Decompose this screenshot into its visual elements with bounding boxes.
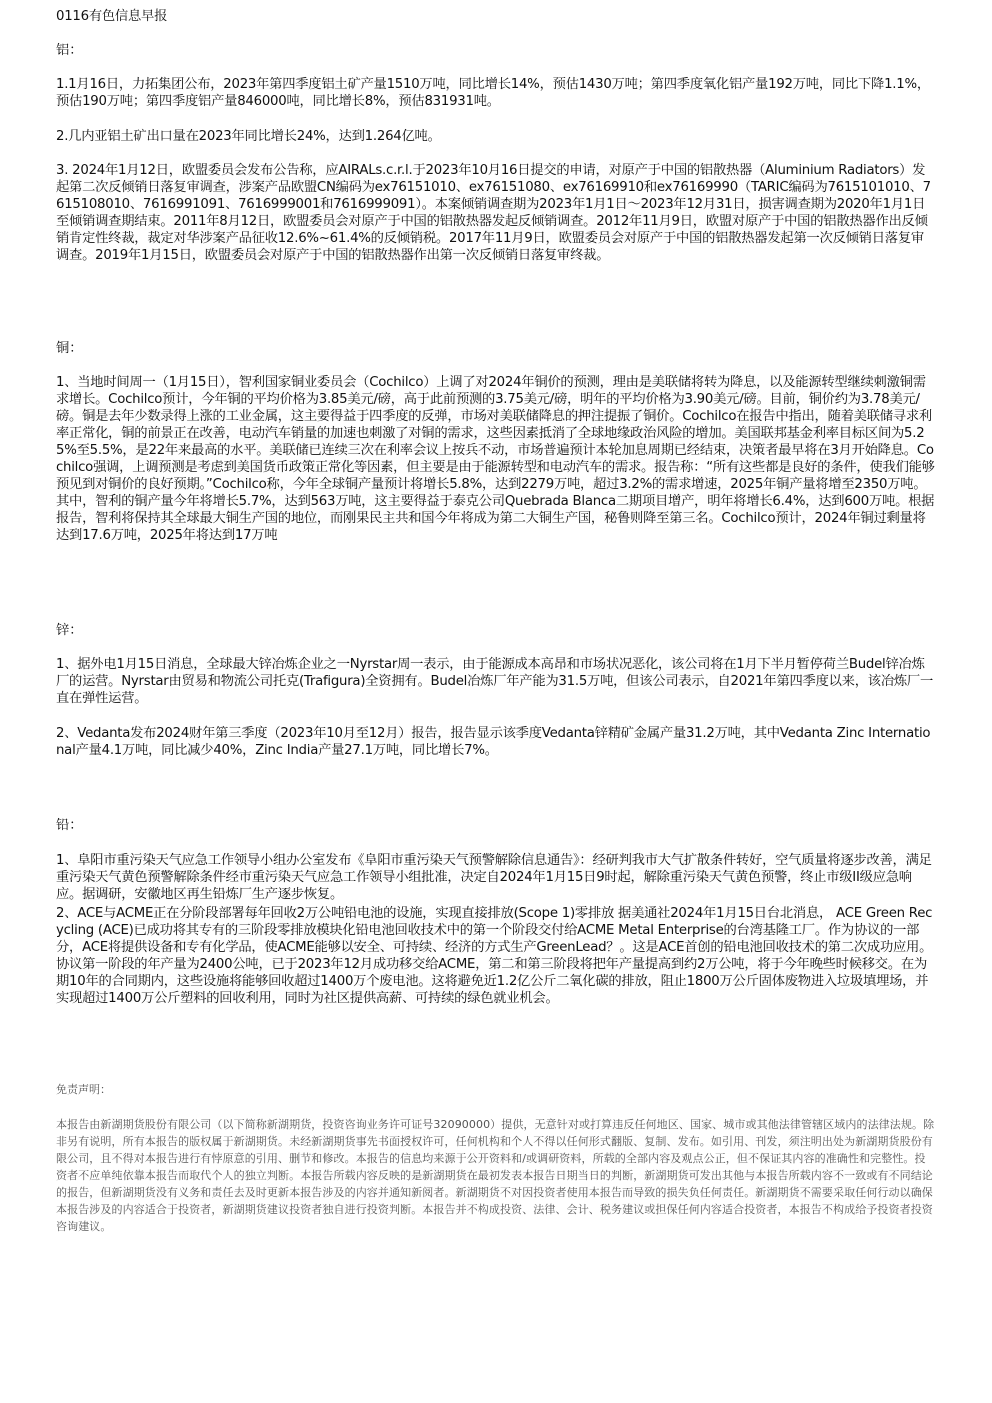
zinc-paragraph-2: 2、Vedanta发布2024财年第三季度（2023年10月至12月）报告，报告显示该季度Vedanta锌精矿金属产量31.2万吨，其中Vedanta Zinc International产量4.1万吨，同比减少40%，Zinc India产量27.1万吨，同比增长7%。 xyxy=(56,726,931,758)
page-title: 0116有色信息早报 xyxy=(56,9,168,24)
zinc-paragraph-1: 1、据外电1月15日消息，全球最大锌冶炼企业之一Nyrstar周一表示，由于能源成本高昂和市场状况恶化，该公司将在1月下半月暂停荷兰Budel锌冶炼厂的运营。Nyrstar由贸易和物流公司托克(Trafigura)全资拥有。Budel冶炼厂年产能为31.5万吨，但该公司表示，自2021年第四季度以来，该冶炼厂一直在弹性运营。 xyxy=(56,657,934,706)
disclaimer-label: 免责声明： xyxy=(56,1083,111,1096)
section-heading-lead: 铅： xyxy=(56,818,83,833)
aluminum-paragraph-3: 3. 2024年1月12日，欧盟委员会发布公告称，应AIRALs.c.r.l.于2023年10月16日提交的申请，对原产于中国的铝散热器（Aluminium Radiators）发起第二次反倾销日落复审调查，涉案产品欧盟CN编码为ex76151010、ex76151080、ex76169910和ex76169990（TARIC编码为7615101010、7615108010、7616991091、7616999001和7616999091）。本案倾销调查期为2023年1月1日～2023年12月31日，损害调查期为2020年1月1日至倾销调查期结束。2011年8月12日，欧盟委员会对原产于中国的铝散热器发起反倾销调查。2012年11月9日，欧盟对原产于中国的铝散热器作出反倾销肯定性终裁，裁定对华涉案产品征收12.6%~61.4%的反倾销税。2017年11月9日，欧盟委员会对原产于中国的铝散热器发起第一次反倾销日落复审调查。2019年1月15日，欧盟委员会对原产于中国的铝散热器作出第一次反倾销日落复审终裁。 xyxy=(56,163,931,263)
aluminum-paragraph-1: 1.1月16日，力拓集团公布，2023年第四季度铝土矿产量1510万吨，同比增长14%，预估1430万吨；第四季度氧化铝产量192万吨，同比下降1.1%，预估190万吨；第四季度铝产量846000吨，同比增长8%，预估831931吨。 xyxy=(56,77,930,109)
disclaimer-text: 本报告由新湖期货股份有限公司（以下简称新湖期货，投资咨询业务许可证号32090000）提供，无意针对或打算违反任何地区、国家、城市或其他法律管辖区域内的法律法规。除非另有说明，所有本报告的版权属于新湖期货。未经新湖期货事先书面授权许可，任何机构和个人不得以任何形式翻版、复制、发布。如引用、刊发，须注明出处为新湖期货股份有限公司，且不得对本报告进行有悖原意的引用、删节和修改。本报告的信息均来源于公开资料和/或调研资料，所载的全部内容及观点公正，但不保证其内容的准确性和完整性。投资者不应单纯依靠本报告而取代个人的独立判断。本报告所载内容反映的是新湖期货在最初发表本报告日期当日的判断，新湖期货可发出其他与本报告所载内容不一致或有不同结论的报告，但新湖期货没有义务和责任去及时更新本报告涉及的内容并通知新阅者。新湖期货不对因投资者使用本报告而导致的损失负任何责任。新湖期货不需要采取任何行动以确保本报告涉及的内容适合于投资者，新湖期货建议投资者独自进行投资判断。本报告并不构成投资、法律、会计、税务建议或担保任何内容适合投资者，本报告不构成给予投资者投资咨询建议。 xyxy=(56,1118,935,1233)
section-heading-zinc: 锌： xyxy=(56,623,83,638)
section-heading-copper: 铜： xyxy=(56,341,83,356)
section-heading-aluminum: 铝： xyxy=(56,43,83,58)
copper-paragraph-1: 1、当地时间周一（1月15日），智利国家铜业委员会（Cochilco）上调了对2024年铜价的预测，理由是美联储将转为降息，以及能源转型继续刺激铜需求增长。Cochilco预计，今年铜的平均价格为3.85美元/磅，高于此前预测的3.75美元/磅，明年的平均价格为3.90美元/磅。目前，铜价约为3.78美元/磅。铜是去年少数录得上涨的工业金属，这主要得益于四季度的反弹，市场对美联储降息的押注提振了铜价。Cochilco在报告中指出，随着美联储寻求利率正常化，铜的前景正在改善，电动汽车销量的加速也刺激了对铜的需求，这些因素抵消了全球地缘政治风险的增加。美国联邦基金利率目标区间为5.25%至5.5%，是22年来最高的水平。美联储已连续三次在利率会议上按兵不动，市场普遍预计本轮加息周期已经结束，决策者最早将在3月开始降息。Cochilco强调，上调预测是考虑到美国货币政策正常化等因素，但主要是由于能源转型和电动汽车的需求。报告称：“所有这些都是良好的条件，使我们能够预见到对铜价的良好预期。”Cochilco称，今年全球铜产量预计将增长5.8%，达到2279万吨，超过3.2%的需求增速，2025年铜产量将增至2350万吨。其中，智利的铜产量今年将增长5.7%，达到563万吨，这主要得益于泰克公司Quebrada Blanca二期项目增产，明年将增长6.4%，达到600万吨。根据报告，智利将保持其全球最大铜生产国的地位，而刚果民主共和国今年将成为第二大铜生产国，秘鲁则降至第三名。Cochilco预计，2024年铜过剩量将达到17.6万吨，2025年将达到17万吨 xyxy=(56,375,935,543)
lead-paragraph-2: 2、ACE与ACME正在分阶段部署每年回收2万公吨铅电池的设施，实现直接排放(Scope 1)零排放 据美通社2024年1月15日台北消息， ACE Green Recycling (ACE)已成功将其专有的三阶段零排放模块化铅电池回收技术中的第一个阶段交付给ACME Metal Enterprise的台湾基隆工厂。作为协议的一部分，ACE将提供设备和专有化学品，使ACME能够以安全、可持续、经济的方式生产GreenLead？。这是ACE首创的铅电池回收技术的第二次成功应用。协议第一阶段的年产量为2400公吨，已于2023年12月成功移交给ACME，第二和第三阶段将把年产量提高到约2万公吨，将于今年晚些时候移交。在为期10年的合同期内，这些设施将能够回收超过1400万个废电池。这将避免近1.2亿公斤二氧化碳的排放，阻止1800万公斤固体废物进入垃圾填埋场，并实现超过1400万公斤塑料的回收利用，同时为社区提供高薪、可持续的绿色就业机会。 xyxy=(56,906,933,1006)
aluminum-paragraph-2: 2.几内亚铝土矿出口量在2023年同比增长24%，达到1.264亿吨。 xyxy=(56,129,441,144)
lead-paragraph-1: 1、阜阳市重污染天气应急工作领导小组办公室发布《阜阳市重污染天气预警解除信息通告》：经研判我市大气扩散条件转好，空气质量将逐步改善，满足重污染天气黄色预警解除条件经市重污染天气应急工作领导小组批准，决定自2024年1月15日9时起，解除重污染天气黄色预警，终止市级II级应急响应。据调研，安徽地区再生铅炼厂生产逐步恢复。 xyxy=(56,853,932,902)
